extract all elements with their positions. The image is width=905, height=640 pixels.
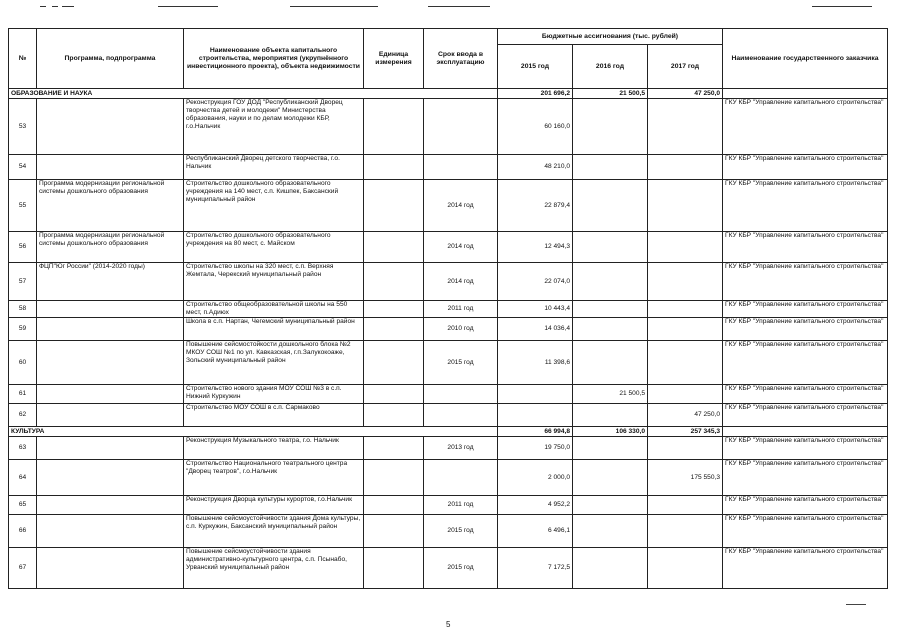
table-row <box>9 232 888 263</box>
row-deadline <box>424 460 498 496</box>
row-number: 56 <box>9 232 37 263</box>
row-2017 <box>648 548 723 589</box>
row-program <box>37 301 184 318</box>
row-customer: ГКУ КБР "Управление капитального строительства" <box>723 318 888 341</box>
row-deadline <box>424 155 498 180</box>
row-2016 <box>573 99 648 155</box>
row-deadline <box>424 404 498 427</box>
row-2015: 4 952,2 <box>498 496 573 515</box>
row-object: Реконструкция ГОУ ДОД "Республиканский Дворец творчества детей и молодежи" Министерства образования, науки и по делам молодежи КБР, г.о.Нальчик <box>184 99 364 155</box>
row-program <box>37 515 184 548</box>
row-program: Программа модернизации региональной системы дошкольного образования <box>37 232 184 263</box>
row-number: 58 <box>9 301 37 318</box>
row-number: 67 <box>9 548 37 589</box>
header-budget: Бюджетные ассигнования (тыс. рублей) <box>498 29 723 45</box>
table-row <box>9 301 888 318</box>
row-program: ФЦП"Юг России" (2014-2020 годы) <box>37 263 184 301</box>
row-program <box>37 496 184 515</box>
row-number: 57 <box>9 263 37 301</box>
row-2015: 14 036,4 <box>498 318 573 341</box>
row-unit <box>364 318 424 341</box>
row-2017 <box>648 301 723 318</box>
row-unit <box>364 515 424 548</box>
row-object: Реконструкция Дворца культуры курортов, г.о.Нальчик <box>184 496 364 515</box>
row-2017: 175 550,3 <box>648 460 723 496</box>
row-program <box>37 341 184 385</box>
row-customer: ГКУ КБР "Управление капитального строительства" <box>723 460 888 496</box>
header-2016: 2016 год <box>573 45 648 89</box>
row-2017 <box>648 155 723 180</box>
row-unit <box>364 180 424 232</box>
row-customer: ГКУ КБР "Управление капитального строительства" <box>723 341 888 385</box>
table-row <box>9 180 888 232</box>
row-2017: 47 250,0 <box>648 404 723 427</box>
section-row <box>9 89 888 99</box>
section-row <box>9 427 888 437</box>
row-unit <box>364 301 424 318</box>
row-2017 <box>648 99 723 155</box>
scan-top-marks <box>0 0 905 16</box>
row-2017 <box>648 496 723 515</box>
table-row <box>9 385 888 404</box>
row-program <box>37 99 184 155</box>
row-unit <box>364 460 424 496</box>
section-total: 257 345,3 <box>648 427 723 437</box>
row-program: Программа модернизации региональной системы дошкольного образования <box>37 180 184 232</box>
row-object: Строительство нового здания МОУ СОШ №3 в с.п. Нижний Куркужин <box>184 385 364 404</box>
table-row <box>9 263 888 301</box>
row-2016 <box>573 232 648 263</box>
row-number: 64 <box>9 460 37 496</box>
row-number: 61 <box>9 385 37 404</box>
row-number: 55 <box>9 180 37 232</box>
row-customer: ГКУ КБР "Управление капитального строительства" <box>723 99 888 155</box>
table-row <box>9 460 888 496</box>
header-deadline: Срок ввода в эксплуатацию <box>424 29 498 89</box>
row-customer: ГКУ КБР "Управление капитального строительства" <box>723 437 888 460</box>
table-row <box>9 155 888 180</box>
header-2017: 2017 год <box>648 45 723 89</box>
row-object: Строительство дошкольного образовательного учреждения на 140 мест, с.п. Кишпек, Баксанский муниципальный район <box>184 180 364 232</box>
header-object: Наименование объекта капитального строительства, мероприятия (укрупнённого инвестиционного проекта), объекта недвижимости <box>184 29 364 89</box>
row-2017 <box>648 385 723 404</box>
row-unit <box>364 404 424 427</box>
row-2017 <box>648 263 723 301</box>
row-2016 <box>573 437 648 460</box>
row-2017 <box>648 341 723 385</box>
row-unit <box>364 548 424 589</box>
section-customer-cell <box>723 89 888 99</box>
row-program <box>37 404 184 427</box>
section-title: ОБРАЗОВАНИЕ И НАУКА <box>9 89 498 99</box>
row-object: Строительство МОУ СОШ в с.п. Сармаково <box>184 404 364 427</box>
row-customer: ГКУ КБР "Управление капитального строительства" <box>723 548 888 589</box>
row-object: Строительство Национального театрального центра "Дворец театров", г.о.Нальчик <box>184 460 364 496</box>
row-program <box>37 548 184 589</box>
table-row <box>9 341 888 385</box>
row-2016 <box>573 301 648 318</box>
header-unit: Единица измерения <box>364 29 424 89</box>
row-object: Повышение сейсмоустойчивости здания административно-культурного центра, с.п. Псынабо, Урванский муниципальный район <box>184 548 364 589</box>
row-unit <box>364 232 424 263</box>
row-2016 <box>573 404 648 427</box>
row-deadline: 2015 год <box>424 341 498 385</box>
row-2015: 48 210,0 <box>498 155 573 180</box>
row-number: 54 <box>9 155 37 180</box>
row-2015: 22 074,0 <box>498 263 573 301</box>
table-body <box>9 89 888 589</box>
table-row <box>9 318 888 341</box>
row-deadline: 2014 год <box>424 263 498 301</box>
row-object: Школа в с.п. Нартан, Чегемский муниципальный район <box>184 318 364 341</box>
row-2017 <box>648 515 723 548</box>
row-deadline: 2011 год <box>424 496 498 515</box>
row-deadline: 2014 год <box>424 180 498 232</box>
row-deadline: 2015 год <box>424 515 498 548</box>
row-program <box>37 385 184 404</box>
row-program <box>37 437 184 460</box>
table-row <box>9 515 888 548</box>
row-customer: ГКУ КБР "Управление капитального строительства" <box>723 180 888 232</box>
row-program <box>37 460 184 496</box>
row-2017 <box>648 437 723 460</box>
row-object: Повышение сейсмостойкости дошкольного блока №2 МКОУ СОШ №1 по ул. Кавказская, г.п.Залукокоаже, Зольский муниципальный район <box>184 341 364 385</box>
row-2016 <box>573 341 648 385</box>
row-number: 62 <box>9 404 37 427</box>
row-2016 <box>573 318 648 341</box>
row-2016 <box>573 155 648 180</box>
section-total: 201 696,2 <box>498 89 573 99</box>
section-total: 106 330,0 <box>573 427 648 437</box>
row-2015 <box>498 385 573 404</box>
section-total: 66 994,8 <box>498 427 573 437</box>
row-customer: ГКУ КБР "Управление капитального строительства" <box>723 232 888 263</box>
budget-table <box>8 28 888 589</box>
row-customer: ГКУ КБР "Управление капитального строительства" <box>723 496 888 515</box>
header-program: Программа, подпрограмма <box>37 29 184 89</box>
row-number: 53 <box>9 99 37 155</box>
row-unit <box>364 263 424 301</box>
row-object: Реконструкция Музыкального театра, г.о. Нальчик <box>184 437 364 460</box>
table-row <box>9 437 888 460</box>
row-2015: 2 000,0 <box>498 460 573 496</box>
row-2016 <box>573 548 648 589</box>
table-row <box>9 496 888 515</box>
table-row <box>9 99 888 155</box>
row-2017 <box>648 232 723 263</box>
row-unit <box>364 155 424 180</box>
row-program <box>37 155 184 180</box>
row-2016 <box>573 180 648 232</box>
row-2015: 10 443,4 <box>498 301 573 318</box>
row-2015: 6 496,1 <box>498 515 573 548</box>
row-2016 <box>573 515 648 548</box>
row-2015: 12 494,3 <box>498 232 573 263</box>
row-object: Республиканский Дворец детского творчества, г.о. Нальчик <box>184 155 364 180</box>
row-deadline: 2011 год <box>424 301 498 318</box>
row-unit <box>364 385 424 404</box>
row-2016 <box>573 460 648 496</box>
row-2017 <box>648 180 723 232</box>
row-customer: ГКУ КБР "Управление капитального строительства" <box>723 515 888 548</box>
row-2015: 60 160,0 <box>498 99 573 155</box>
row-number: 59 <box>9 318 37 341</box>
row-2017 <box>648 318 723 341</box>
section-title: КУЛЬТУРА <box>9 427 498 437</box>
section-total: 21 500,5 <box>573 89 648 99</box>
row-unit <box>364 437 424 460</box>
section-total: 47 250,0 <box>648 89 723 99</box>
row-customer: ГКУ КБР "Управление капитального строительства" <box>723 385 888 404</box>
row-unit <box>364 99 424 155</box>
row-unit <box>364 496 424 515</box>
page-number: 5 <box>446 620 451 629</box>
section-customer-cell <box>723 427 888 437</box>
row-object: Повышение сейсмоустойчивости здания Дома культуры, с.п. Куркужин, Баксанский муниципальный район <box>184 515 364 548</box>
row-deadline: 2010 год <box>424 318 498 341</box>
row-customer: ГКУ КБР "Управление капитального строительства" <box>723 263 888 301</box>
row-object: Строительство общеобразовательной школы на 550 мест, п.Адиюх <box>184 301 364 318</box>
row-2016 <box>573 496 648 515</box>
row-object: Строительство дошкольного образовательного учреждения на 80 мест, с. Майском <box>184 232 364 263</box>
row-deadline: 2015 год <box>424 548 498 589</box>
row-object: Строительство школы на 320 мест, с.п. Верхняя Жемтала, Черекский муниципальный район <box>184 263 364 301</box>
header-num: № <box>9 29 37 89</box>
row-2016: 21 500,5 <box>573 385 648 404</box>
row-2016 <box>573 263 648 301</box>
row-deadline: 2014 год <box>424 232 498 263</box>
row-deadline: 2013 год <box>424 437 498 460</box>
header-customer: Наименование государственного заказчика <box>723 29 888 89</box>
row-number: 60 <box>9 341 37 385</box>
row-customer: ГКУ КБР "Управление капитального строительства" <box>723 301 888 318</box>
row-deadline <box>424 99 498 155</box>
row-2015: 22 879,4 <box>498 180 573 232</box>
row-number: 63 <box>9 437 37 460</box>
row-2015: 7 172,5 <box>498 548 573 589</box>
row-deadline <box>424 385 498 404</box>
scan-mark <box>846 604 866 605</box>
row-2015: 19 750,0 <box>498 437 573 460</box>
header-2015: 2015 год <box>498 45 573 89</box>
row-number: 66 <box>9 515 37 548</box>
row-customer: ГКУ КБР "Управление капитального строительства" <box>723 155 888 180</box>
table-row <box>9 548 888 589</box>
row-number: 65 <box>9 496 37 515</box>
row-unit <box>364 341 424 385</box>
row-2015 <box>498 404 573 427</box>
row-program <box>37 318 184 341</box>
table-row <box>9 404 888 427</box>
row-customer: ГКУ КБР "Управление капитального строительства" <box>723 404 888 427</box>
row-2015: 11 398,6 <box>498 341 573 385</box>
